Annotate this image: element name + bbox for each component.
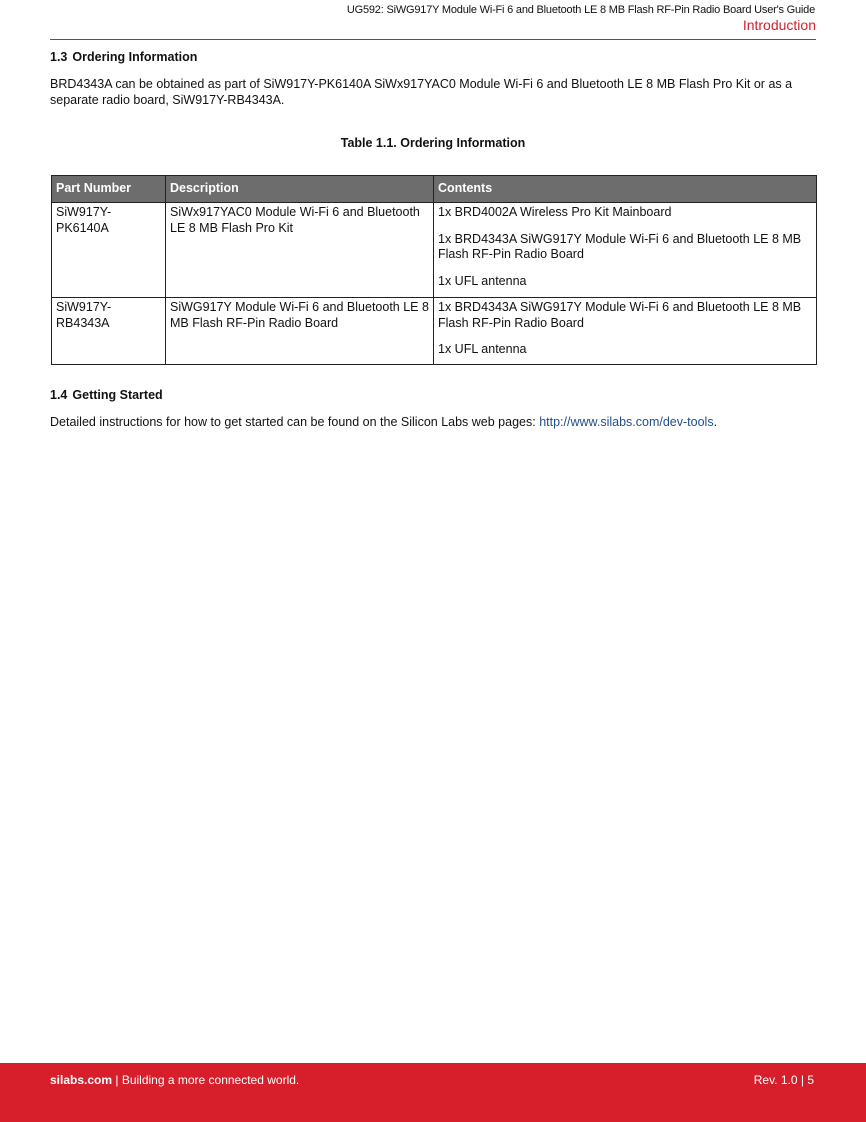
- section-heading-ordering-information: [50, 50, 197, 64]
- contents-item: 1x UFL antenna: [438, 342, 527, 356]
- part-number-line: SiW917Y-: [56, 205, 112, 219]
- getting-started-text: Detailed instructions for how to get started can be found on the Silicon Labs web pages:: [50, 415, 540, 429]
- contents-item: 1x BRD4002A Wireless Pro Kit Mainboard: [438, 205, 672, 219]
- description-cell: SiWx917YAC0 Module Wi-Fi 6 and Bluetooth LE 8 MB Flash Pro Kit: [166, 203, 434, 298]
- section-title: Getting Started: [72, 388, 163, 402]
- paragraph-end: .: [713, 415, 718, 429]
- page-header: [50, 0, 816, 40]
- table-row: [52, 298, 817, 365]
- section-title: Ordering Information: [72, 50, 198, 64]
- contents-item: 1x BRD4343A SiWG917Y Module Wi-Fi 6 and Bluetooth LE 8 MB Flash RF-Pin Radio Board: [438, 231, 802, 261]
- ordering-paragraph: BRD4343A can be obtained as part of SiW917Y-PK6140A SiWx917YAC0 Module Wi-Fi 6 and Bluetooth LE 8 MB Flash Pro Kit or as a separate radio board, SiW917Y-RB4343A.: [50, 77, 793, 107]
- description-cell: SiWG917Y Module Wi-Fi 6 and Bluetooth LE 8 MB Flash RF-Pin Radio Board: [166, 298, 434, 365]
- section-number: 1.3: [50, 50, 68, 64]
- table-caption: Table 1.1. Ordering Information: [340, 136, 526, 150]
- dev-tools-link[interactable]: http://www.silabs.com/dev-tools: [539, 415, 714, 429]
- chapter-name: Introduction: [742, 17, 816, 33]
- contents-cell: [434, 298, 817, 365]
- document-title: UG592: SiWG917Y Module Wi-Fi 6 and Bluetooth LE 8 MB Flash RF-Pin Radio Board User's Guide: [346, 4, 815, 16]
- table-header-row: [52, 176, 817, 203]
- contents-item: 1x UFL antenna: [438, 273, 527, 288]
- footer-site-link[interactable]: silabs.com: [50, 1073, 113, 1087]
- column-header-description: Description: [166, 176, 434, 203]
- table-row: [52, 203, 817, 298]
- part-number-cell: [52, 298, 166, 365]
- part-number-line: RB4343A: [56, 315, 110, 330]
- part-number-line: PK6140A: [56, 220, 109, 235]
- column-header-part-number: Part Number: [52, 176, 166, 203]
- footer-tagline: | Building a more connected world.: [112, 1073, 300, 1087]
- section-number: 1.4: [50, 388, 68, 402]
- footer-branding: [50, 1073, 299, 1087]
- page-footer: [0, 1063, 866, 1122]
- section-heading-getting-started: [50, 388, 163, 402]
- part-number-cell: [52, 203, 166, 298]
- part-number-line: SiW917Y-: [56, 300, 112, 314]
- getting-started-paragraph: [50, 415, 820, 431]
- contents-item: 1x BRD4343A SiWG917Y Module Wi-Fi 6 and Bluetooth LE 8 MB Flash RF-Pin Radio Board: [438, 300, 802, 330]
- column-header-contents: Contents: [434, 176, 817, 203]
- footer-revision-page: Rev. 1.0 | 5: [753, 1073, 814, 1087]
- contents-cell: [434, 203, 817, 298]
- ordering-table: [51, 175, 817, 365]
